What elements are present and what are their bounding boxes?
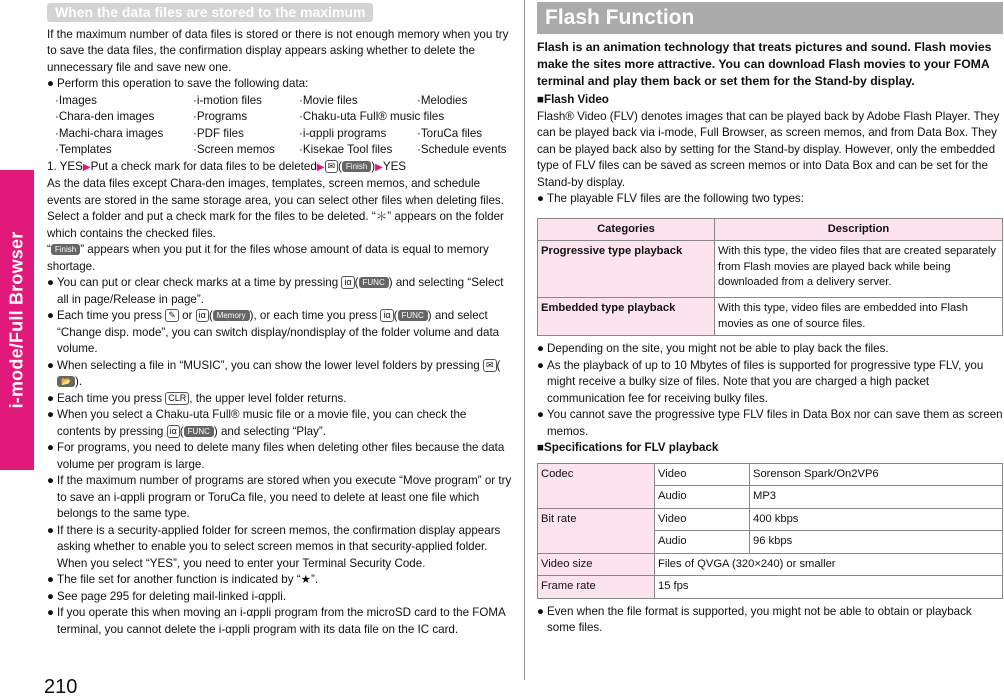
- bullet-select-all: ● You can put or clear check marks at a time by pressing iα ( FUNC ) and selecting “Select all in page/Release in page”.: [47, 276, 504, 306]
- file-type: ·Melodies: [417, 93, 468, 107]
- func-softkey-icon: FUNC: [398, 310, 428, 321]
- flash-video-text: Flash® Video (FLV) denotes images that can be played back by Adobe Flash Player. They can be played back via i-mode, Full Browser, as screen memos, and from Data Box. They can be played back also by setting for the Stand-by display. However, only the embedded type of FLV files can be saved as screen memos or into Data Box and can be set for the Stand-by display.: [537, 109, 1000, 189]
- file-type: ·i-motion files: [193, 93, 262, 107]
- table-row: Audio 96 kbps: [538, 531, 1003, 554]
- desc-storage: As the data files except Chara-den images, templates, screen memos, and schedule events are stored in the same storage area, you can select other files when deleting files. Select a folder and put a check mark for the files to be deleted. “＊” appears on the folder which contains the checked files.: [47, 177, 504, 240]
- table-header: Categories: [538, 218, 715, 241]
- bullet-see-page: ● See page 295 for deleting mail-linked i-αppli.: [47, 589, 287, 603]
- arrow-icon: ▶: [375, 161, 383, 173]
- bullet-max-programs: ● If the maximum number of programs are stored when you execute “Move program” or try to save an i-αppli program or ToruCa file, you need to delete at least one file which belongs to the same type.: [47, 474, 512, 520]
- memory-softkey-icon: Memory: [213, 310, 250, 321]
- spec-table: [537, 463, 1003, 599]
- intro-paragraph: If the maximum number of data files is stored or there is not enough memory when you try to save the data files, the confirmation display appears asking whether to delete the unnecessary file and save new one.: [47, 27, 509, 74]
- file-type: ·Machi-chara images: [55, 126, 164, 140]
- file-type: ·Chaku-uta Full® music files: [299, 110, 445, 123]
- file-type: ·i-αppli programs: [299, 126, 387, 140]
- bullet-10mb: ● As the playback of up to 10 Mbytes of files is supported for progressive type FLV, you might receive a bulky size of files. Note that you are charged a high packet communication fee for receiving bulky files.: [537, 358, 984, 405]
- file-type: ·Kisekae Tool files: [299, 143, 393, 156]
- file-type-list: [55, 93, 513, 159]
- section-title-maximum: When the data files are stored to the maximum: [47, 3, 373, 22]
- bullet-site: ● Depending on the site, you might not be able to play back the files.: [537, 342, 889, 355]
- arrow-icon: ▶: [82, 161, 91, 173]
- folder-softkey-icon: 📂: [57, 376, 75, 387]
- mail-key-icon: ✉: [483, 359, 497, 372]
- desc-finish: “ Finish ” appears when you put it for the files whose amount of data is equal to memory shortage.: [47, 243, 489, 273]
- flash-video-heading: ■Flash Video: [537, 93, 609, 106]
- bullet-save-data: ● Perform this operation to save the following data:: [47, 77, 309, 90]
- bullet-types: ● The playable FLV files are the following two types:: [537, 192, 804, 205]
- arrow-icon: ▶: [316, 161, 325, 173]
- func-softkey-icon: FUNC: [184, 426, 214, 437]
- imode-key-icon: iα: [167, 425, 180, 438]
- file-type: ·ToruCa files: [417, 126, 483, 140]
- page-number: 210: [44, 676, 78, 698]
- bullet-security: ● If there is a security-applied folder for screen memos, the confirmation display appears asking whether to enable you to select screen memos in that security-applied folder. When you select “YES”, you need to enter your Terminal Security Code.: [47, 523, 501, 570]
- clr-key-icon: CLR: [165, 392, 189, 405]
- categories-table: [537, 218, 1003, 337]
- bullet-star: ● The file set for another function is indicated by “★”.: [47, 573, 319, 586]
- bullet-microsd: ● If you operate this when moving an i-αppli program from the microSD card to the FOMA terminal, you cannot delete the i-αppli program with its data file on the IC card.: [47, 606, 506, 636]
- mail-key-icon: ✉: [325, 160, 339, 173]
- table-header: Description: [715, 218, 1003, 241]
- spec-heading: ■Specifications for FLV playback: [537, 441, 719, 454]
- imode-key-icon: iα: [380, 309, 393, 322]
- column-divider: [524, 0, 525, 680]
- table-row: Audio MP3: [538, 486, 1003, 509]
- file-type: ·Images: [55, 93, 97, 107]
- file-type: ·Movie files: [299, 93, 358, 107]
- finish-softkey-icon: Finish: [342, 161, 371, 172]
- step-1: 1. YES▶Put a check mark for data files to be deleted▶ ✉ ( Finish )▶YES: [47, 159, 407, 173]
- table-row: Embedded type playback With this type, video files are embedded into Flash movies as one of source files.: [538, 298, 1003, 336]
- right-column: [537, 2, 1003, 637]
- table-row: Frame rate 15 fps: [538, 576, 1003, 599]
- flash-intro: Flash is an animation technology that treats pictures and sound. Flash movies make the sites more attractive. You can download Flash movies to your FOMA terminal and play them back or set them for the Stand-by display.: [537, 40, 992, 88]
- bullet-clr: ● Each time you press CLR , the upper level folder returns.: [47, 391, 347, 405]
- finish-softkey-icon: Finish: [51, 244, 80, 255]
- bullet-cannot-save: ● You cannot save the progressive type FLV files in Data Box nor can save them as screen memos.: [537, 408, 1003, 438]
- table-row: Bit rate Video 400 kbps: [538, 508, 1003, 531]
- left-column: [47, 3, 513, 638]
- table-row: Progressive type playback With this type, the video files that are created separately from Flash movies are played back while being downloaded from a delivery server.: [538, 241, 1003, 298]
- file-type: ·Programs: [193, 110, 248, 123]
- section-title-flash: Flash Function: [537, 2, 1003, 34]
- bullet-format-supported: ● Even when the file format is supported, you might not be able to obtain or playback some files.: [537, 604, 972, 634]
- imode-key-icon: iα: [341, 276, 354, 289]
- bullet-programs: ● For programs, you need to delete many files when deleting other files because the data volume per program is large.: [47, 441, 505, 471]
- file-type: ·PDF files: [193, 126, 244, 140]
- bullet-play: ● When you select a Chaku-uta Full® music file or a movie file, you can check the contents by pressing iα ( FUNC ) and selecting “Play”.: [47, 408, 467, 438]
- file-type: ·Chara-den images: [55, 110, 155, 123]
- pen-key-icon: ✎: [165, 309, 179, 322]
- table-row: Codec Video Sorenson Spark/On2VP6: [538, 463, 1003, 486]
- file-type: ·Templates: [55, 143, 112, 156]
- imode-key-icon: iα: [196, 309, 209, 322]
- bullet-music: ● When selecting a file in “MUSIC”, you can show the lower level folders by pressing ✉ (📂 ).: [47, 358, 501, 388]
- table-row: Video size Files of QVGA (320×240) or smaller: [538, 553, 1003, 576]
- file-type: ·Schedule events: [417, 143, 507, 156]
- bullet-disp-mode: ● Each time you press ✎ or iα ( Memory ), or each time you press iα ( FUNC ) and select “Change disp. mode”, you can switch display/nondisplay of the folder volume and data volume.: [47, 309, 500, 355]
- func-softkey-icon: FUNC: [359, 277, 389, 288]
- file-type: ·Screen memos: [193, 143, 275, 156]
- chapter-side-tab: i-mode/Full Browser: [0, 170, 34, 470]
